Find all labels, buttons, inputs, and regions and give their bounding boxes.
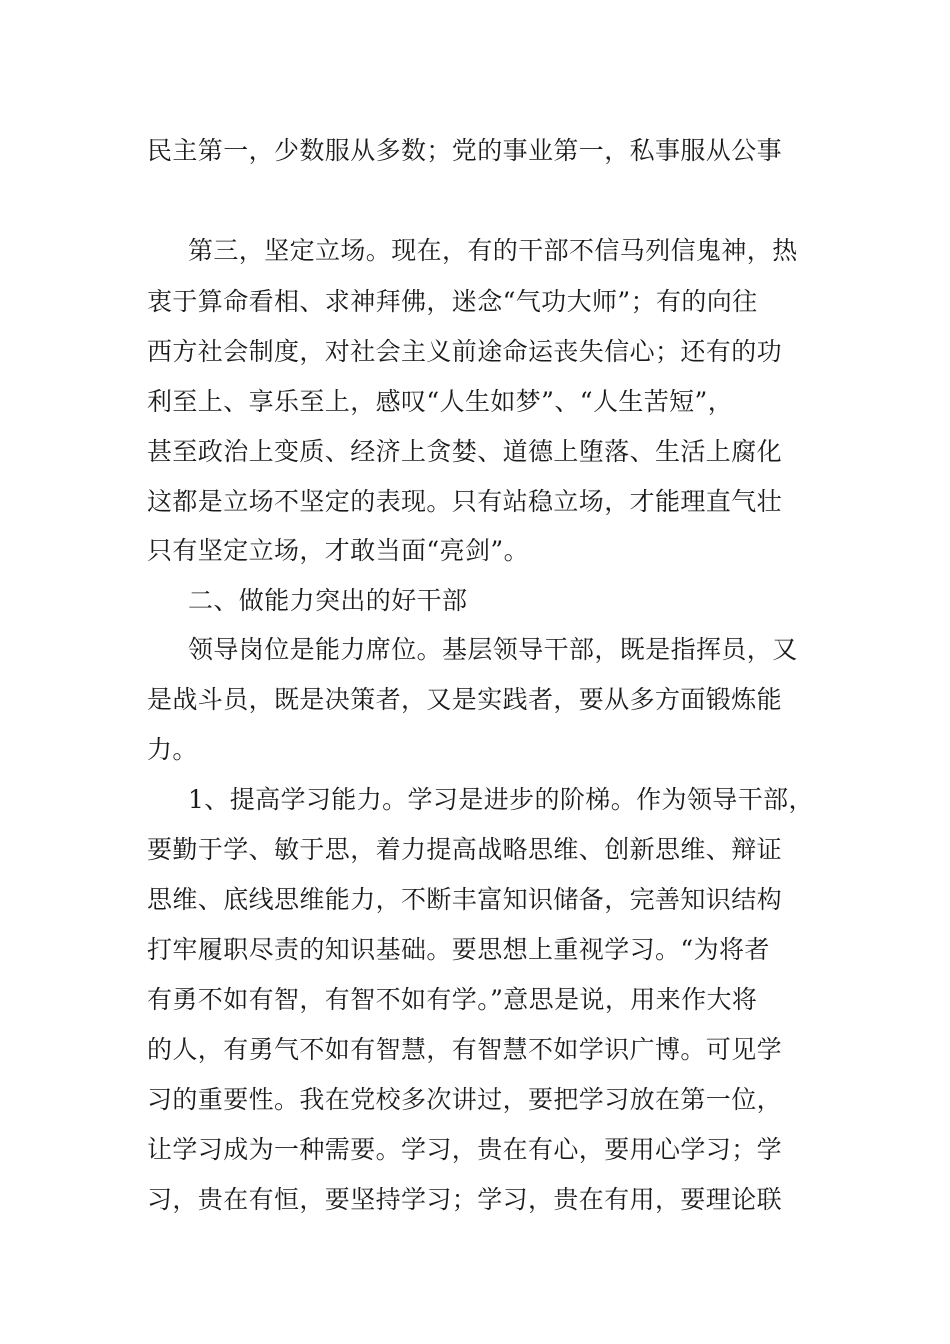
text-line-5: 利至上、享乐至上，感叹“人生如梦”、“人生苦短”， bbox=[147, 387, 734, 416]
text-line-20: 让学习成为一种需要。学习，贵在有心，要用心学习；学 bbox=[147, 1135, 783, 1164]
text-line-11: 是战斗员，既是决策者，又是实践者，要从多方面锻炼能 bbox=[147, 685, 783, 714]
text-line-3: 衷于算命看相、求神拜佛，迷念“气功大师”；有的向往 bbox=[147, 287, 758, 316]
text-line-4: 西方社会制度，对社会主义前途命运丧失信心；还有的功 bbox=[147, 337, 783, 366]
text-line-14: 要勤于学、敏于思，着力提高战略思维、创新思维、辩证 bbox=[147, 835, 783, 864]
text-line-15: 思维、底线思维能力，不断丰富知识储备，完善知识结构 bbox=[147, 885, 783, 914]
text-line-13: 1、提高学习能力。学习是进步的阶梯。作为领导干部， bbox=[188, 785, 814, 814]
text-line-1: 民主第一，少数服从多数；党的事业第一，私事服从公事 bbox=[147, 136, 783, 165]
text-line-7: 这都是立场不坚定的表现。只有站稳立场，才能理直气壮 bbox=[147, 487, 783, 516]
text-line-17: 有勇不如有智，有智不如有学。”意思是说，用来作大将 bbox=[147, 985, 758, 1014]
text-line-2: 第三，坚定立场。现在，有的干部不信马列信鬼神，热 bbox=[188, 236, 798, 265]
text-line-12: 力。 bbox=[147, 735, 198, 764]
text-line-16: 打牢履职尽责的知识基础。要思想上重视学习。“为将者 bbox=[147, 935, 770, 964]
text-line-6: 甚至政治上变质、经济上贪婪、道德上堕落、生活上腐化 bbox=[147, 437, 783, 466]
text-line-18: 的人，有勇气不如有智慧，有智慧不如学识广博。可见学 bbox=[147, 1035, 783, 1064]
text-line-10: 领导岗位是能力席位。基层领导干部，既是指挥员，又 bbox=[188, 635, 798, 664]
text-line-19: 习的重要性。我在党校多次讲过，要把学习放在第一位， bbox=[147, 1085, 783, 1114]
text-line-21: 习，贵在有恒，要坚持学习；学习，贵在有用，要理论联 bbox=[147, 1185, 783, 1214]
text-line-8: 只有坚定立场，才敢当面“亮剑”。 bbox=[147, 536, 529, 565]
section-heading: 二、做能力突出的好干部 bbox=[188, 586, 468, 615]
